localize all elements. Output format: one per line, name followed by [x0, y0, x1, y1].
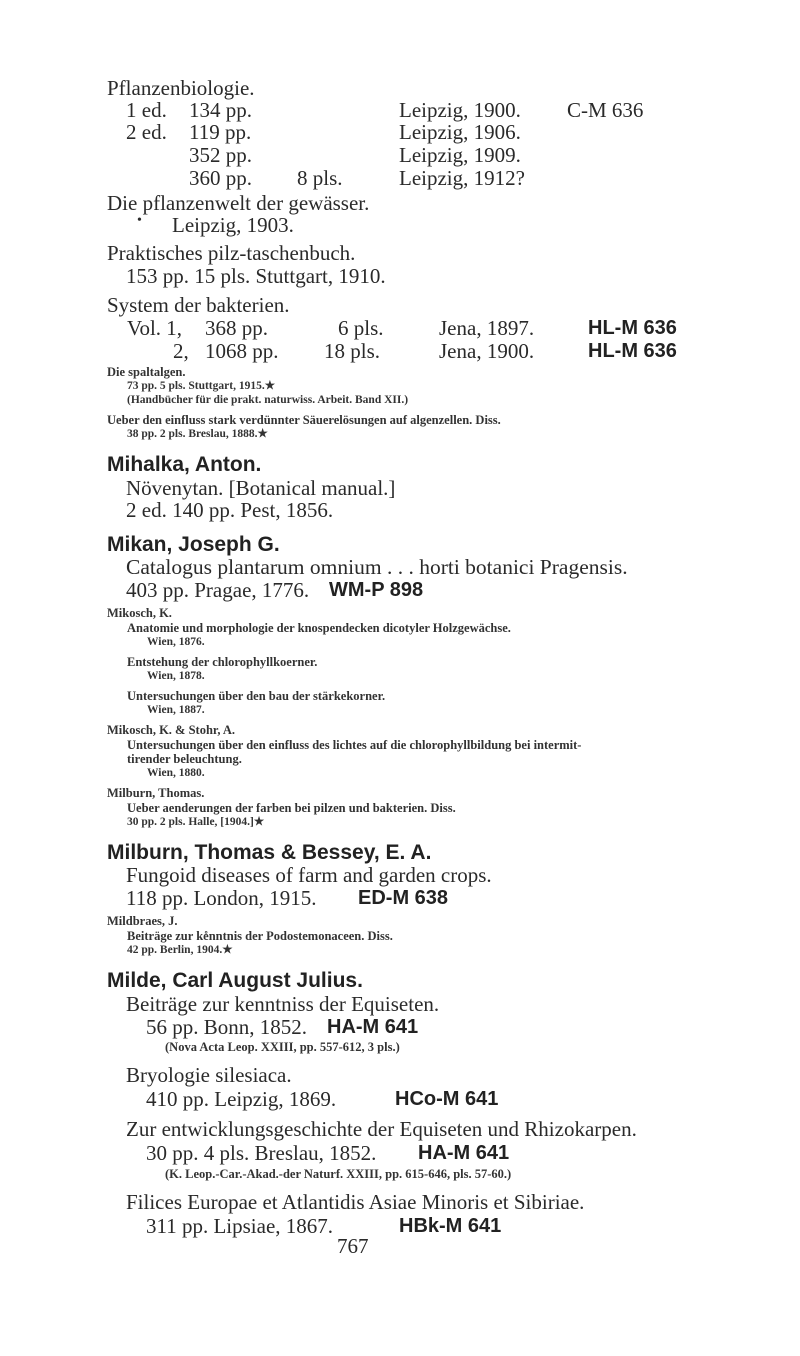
- call-number: HA-M 641: [327, 1016, 419, 1038]
- author-heading: Mihalka, Anton.: [107, 453, 262, 476]
- entry-title: Beiträge zur ke̊nntnis der Podostemonaceen. Diss.: [127, 929, 393, 943]
- call-number: ED-M 638: [358, 887, 449, 909]
- imprint: Leipzig, 1906.: [399, 120, 521, 144]
- entry-title: Anatomie und morphologie der knospendecken dicotyler Holzgewächse.: [127, 621, 511, 635]
- author-heading: Milburn, Thomas & Bessey, E. A.: [107, 841, 432, 864]
- entry-title: Fungoid diseases of farm and garden crops.: [126, 863, 492, 887]
- author-heading: Mikosch, K. & Stohr, A.: [107, 723, 236, 737]
- pages: 119 pp.: [189, 120, 252, 144]
- page-number: 767: [337, 1234, 369, 1258]
- entry-title: Zur entwicklungsgeschichte der Equiseten und Rhizokarpen.: [126, 1117, 637, 1141]
- imprint: Leipzig, 1903.: [172, 213, 294, 237]
- pages: 1068 pp.: [205, 339, 279, 363]
- author-heading: Mikosch, K.: [107, 606, 172, 620]
- imprint: Leipzig, 1912?: [399, 166, 525, 190]
- entry-title: Entstehung der chlorophyllkoerner.: [127, 655, 318, 669]
- volume: Vol. 1,: [127, 316, 183, 340]
- volume: 2,: [173, 339, 189, 363]
- imprint: Wien, 1887.: [147, 704, 205, 716]
- plates: 6 pls.: [338, 316, 384, 340]
- details: 118 pp. London, 1915.: [126, 886, 317, 910]
- details: 410 pp. Leipzig, 1869.: [146, 1087, 337, 1111]
- pages: 368 pp.: [205, 316, 268, 340]
- details: 2 ed. 140 pp. Pest, 1856.: [126, 498, 334, 522]
- author-heading: Mildbraes, J.: [107, 914, 178, 928]
- details: 42 pp. Berlin, 1904.★: [127, 944, 233, 956]
- details: 73 pp. 5 pls. Stuttgart, 1915.★: [127, 380, 276, 392]
- call-number: HL-M 636: [588, 317, 677, 339]
- entry-title: Die spaltalgen.: [107, 365, 186, 379]
- details: 311 pp. Lipsiae, 1867.: [146, 1214, 334, 1238]
- entry-title: Praktisches pilz-taschenbuch.: [107, 241, 356, 265]
- edition: 1 ed.: [126, 98, 167, 122]
- imprint: Leipzig, 1909.: [399, 143, 521, 167]
- series-note: (Handbücher für die prakt. naturwiss. Arbeit. Band XII.): [127, 394, 409, 406]
- entry-title: Untersuchungen über den einfluss des lichtes auf die chlorophyllbildung bei intermit-: [127, 738, 582, 752]
- call-number: HCo-M 641: [395, 1088, 499, 1110]
- details: 153 pp. 15 pls. Stuttgart, 1910.: [126, 264, 386, 288]
- imprint: Leipzig, 1900.: [399, 98, 521, 122]
- call-number: HL-M 636: [588, 340, 677, 362]
- call-number: WM-P 898: [329, 579, 424, 601]
- details: 56 pp. Bonn, 1852.: [146, 1015, 308, 1039]
- call-number: HBk-M 641: [399, 1215, 502, 1237]
- bullet-mark: •: [137, 213, 142, 228]
- imprint: Wien, 1880.: [147, 767, 205, 779]
- entry-title: Untersuchungen über den bau der stärkekorner.: [127, 689, 386, 703]
- call-number: HA-M 641: [418, 1142, 510, 1164]
- pages: 134 pp.: [189, 98, 252, 122]
- entry-title: Beiträge zur kenntniss der Equiseten.: [126, 992, 440, 1016]
- pages: 360 pp.: [189, 166, 252, 190]
- entry-title: Pflanzenbiologie.: [107, 76, 255, 100]
- entry-title: Ueber den einfluss stark verdünnter Säuerelösungen auf algenzellen. Diss.: [107, 413, 501, 427]
- plates: 8 pls.: [297, 166, 343, 190]
- entry-title: Bryologie silesiaca.: [126, 1063, 292, 1087]
- details: 30 pp. 2 pls. Halle, [1904.]★: [127, 816, 265, 828]
- plates: 18 pls.: [324, 339, 381, 363]
- imprint: Jena, 1897.: [439, 316, 535, 340]
- series-note: (Nova Acta Leop. XXIII, pp. 557-612, 3 pls.): [165, 1040, 400, 1054]
- call-number: C-M 636: [567, 98, 644, 122]
- entry-title: Növenytan. [Botanical manual.]: [126, 476, 396, 500]
- entry-title: System der bakterien.: [107, 293, 290, 317]
- entry-title: Catalogus plantarum omnium . . . horti botanici Pragensis.: [126, 555, 628, 579]
- entry-title: Ueber aenderungen der farben bei pilzen und bakterien. Diss.: [127, 801, 456, 815]
- entry-title-continued: tirender beleuchtung.: [127, 752, 242, 766]
- author-heading: Mikan, Joseph G.: [107, 533, 280, 556]
- series-note: (K. Leop.-Car.-Akad.-der Naturf. XXIII, pp. 615-646, pls. 57-60.): [165, 1167, 512, 1181]
- details: 30 pp. 4 pls. Breslau, 1852.: [146, 1141, 377, 1165]
- imprint: Jena, 1900.: [439, 339, 535, 363]
- imprint: Wien, 1878.: [147, 670, 205, 682]
- details: 38 pp. 2 pls. Breslau, 1888.★: [127, 428, 268, 440]
- entry-title: Die pflanzenwelt der gewässer.: [107, 191, 370, 215]
- details: 403 pp. Pragae, 1776.: [126, 578, 310, 602]
- author-heading: Milde, Carl August Julius.: [107, 969, 363, 992]
- imprint: Wien, 1876.: [147, 636, 205, 648]
- edition: 2 ed.: [126, 120, 167, 144]
- entry-title: Filices Europae et Atlantidis Asiae Minoris et Sibiriae.: [126, 1190, 585, 1214]
- author-heading: Milburn, Thomas.: [107, 786, 205, 800]
- pages: 352 pp.: [189, 143, 252, 167]
